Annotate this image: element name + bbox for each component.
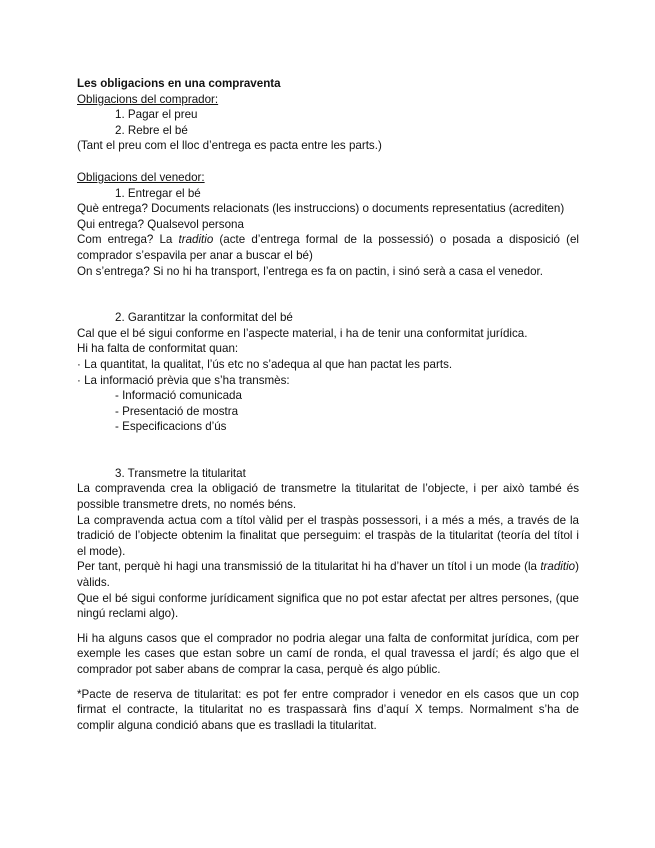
delivery-where: On s’entrega? Si no hi ha transport, l’entrega es fa on pactin, i sinó serà a casa el venedor. [77,264,543,278]
title-paragraph-1: La compravenda crea la obligació de transmetre la titularitat de l’objecte, i per això també és possible transmetre drets, no només béns. [77,482,579,512]
buyer-item-2: 2. Rebre el bé [115,123,188,137]
buyer-note: (Tant el preu com el lloc d’entrega es pacta entre les parts.) [77,139,382,153]
title-paragraph-3: Per tant, perquè hi hagi una transmissió de la titularitat hi ha d’haver un títol i un mode (la traditio) vàlids. [77,560,579,590]
conformity-paragraph: Cal que el bé sigui conforme en l’aspecte material, i ha de tenir una conformitat jurídica. [77,326,528,340]
section-1-title: 1. Entregar el bé [115,186,201,200]
buyer-heading: Obligacions del comprador: [77,92,219,106]
title-paragraph-5: Hi ha alguns casos que el comprador no podria alegar una falta de conformitat jurídica, com per exemple les cases que estan sobre un camí de ronda, el qual travessa el jardí; és algo que el comprador pot saber abans de comprar la casa, perquè és algo públic. [77,631,579,676]
delivery-what: Què entrega? Documents relacionats (les instruccions) o documents representatius (acrediten) [77,202,565,216]
title-paragraph-4: Que el bé sigui conforme jurídicament significa que no pot estar afectat per altres persones, (que ningú reclami algo). [77,591,579,621]
subitem-specs: - Especificacions d’ús [115,420,227,434]
subitem-sample: - Presentació de mostra [115,404,239,418]
document-title: Les obligacions en una compraventa [77,77,281,90]
nonconformity-bullet-2: · La informació prèvia que s’ha transmès: [77,373,290,387]
section-2-title: 2. Garantitzar la conformitat del bé [115,311,293,325]
delivery-how: Com entrega? La traditio (acte d’entrega formal de la possessió) o posada a disposició (el comprador s’espavila per anar a buscar el bé) [77,233,579,262]
delivery-who: Qui entrega? Qualsevol persona [77,217,244,231]
document-page [77,76,579,733]
nonconformity-intro: Hi ha falta de conformitat quan: [77,342,239,356]
title-paragraph-2: La compravenda actua com a títol vàlid per el traspàs possessori, i a més a més, a través de la tradició de l’objecte obtenim la finalitat que perseguim: el traspàs de la titularitat (teoría del títol i el mode). [77,513,579,558]
reservation-pact-note: *Pacte de reserva de titularitat: es pot fer entre comprador i venedor en els casos que un cop firmat el contracte, la titularitat no es traspassarà fins d’aquí X temps. Normalment s’ha de complir alguna condició abans que es traslladi la titularitat. [77,687,579,732]
seller-heading: Obligacions del venedor: [77,170,205,184]
subitem-info: - Informació comunicada [115,389,242,403]
nonconformity-bullet-1: · La quantitat, la qualitat, l’ús etc no s’adequa al que han pactat les parts. [77,357,453,371]
section-3-title: 3. Transmetre la titularitat [115,466,246,480]
buyer-item-1: 1. Pagar el preu [115,108,198,122]
